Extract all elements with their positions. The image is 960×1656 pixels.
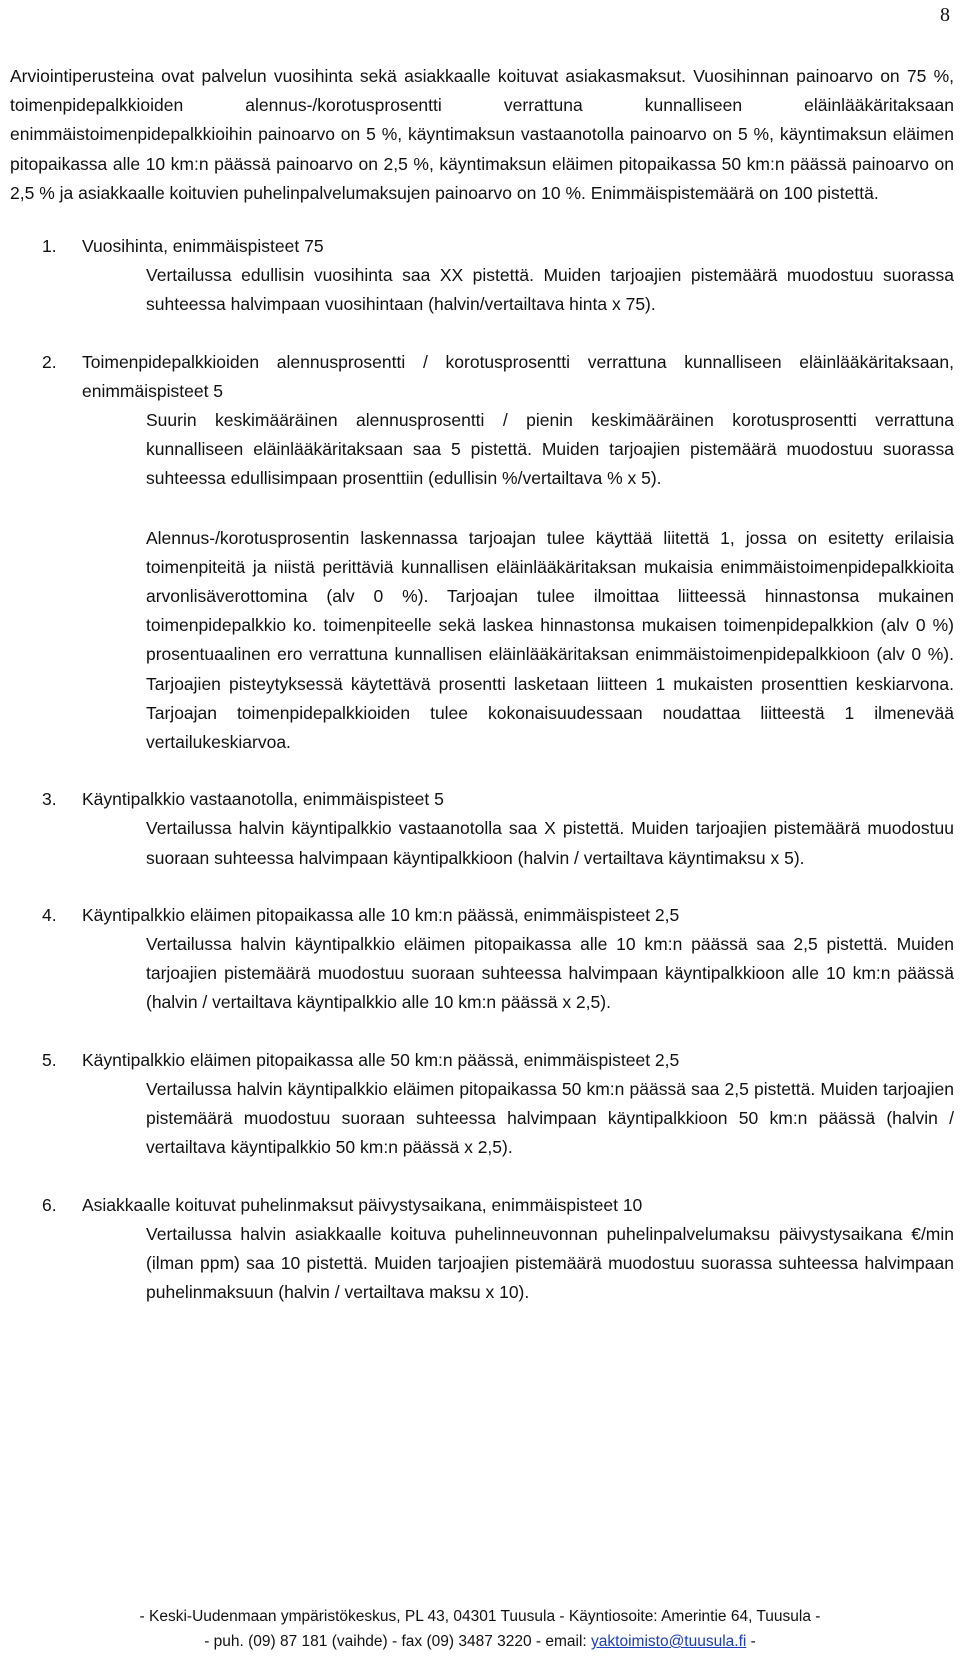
- criterion-4: [10, 901, 954, 1018]
- criterion-title: Asiakkaalle koituvat puhelinmaksut päivystysaikana, enimmäispisteet 10: [82, 1194, 643, 1215]
- criterion-title: Käyntipalkkio eläimen pitopaikassa alle 50 km:n päässä, enimmäispisteet 2,5: [82, 1049, 680, 1070]
- criterion-title: Käyntipalkkio vastaanotolla, enimmäispisteet 5: [82, 789, 444, 810]
- criterion-body: Vertailussa halvin käyntipalkkio eläimen pitopaikassa alle 10 km:n päässä saa 2,5 pistettä. Muiden tarjoajien pistemäärä muodostuu suoraan suhteessa halvimpaan käyntipalkkioon alle 10 km:n päässä (halvin / vertailtava käyntipalkkio alle 10 km:n päässä x 2,5).: [146, 934, 954, 1013]
- footer-suffix: -: [746, 1633, 756, 1650]
- footer-phone-fax: - puh. (09) 87 181 (vaihde) - fax (09) 3487 3220 - email:: [204, 1633, 592, 1650]
- criterion-body: Vertailussa edullisin vuosihinta saa XX pistettä. Muiden tarjoajien pistemäärä muodostuu suorassa suhteessa halvimpaan vuosihintaan (halvin/vertailtava hinta x 75).: [146, 265, 954, 315]
- document-body: [10, 62, 954, 1335]
- criterion-number: 1.: [42, 236, 57, 257]
- criterion-title: Toimenpidepalkkioiden alennusprosentti / korotusprosentti verrattuna kunnalliseen eläinlääkäritaksaan, enimmäispisteet 5: [82, 351, 954, 401]
- footer-contact: [0, 1629, 960, 1654]
- criterion-heading: [10, 232, 954, 261]
- criterion-body: Vertailussa halvin käyntipalkkio vastaanotolla saa X pistettä. Muiden tarjoajien pistemäärä muodostuu suoraan suhteessa halvimpaan käyntipalkkioon (halvin / vertailtava käyntimaksu x 5).: [146, 818, 954, 868]
- criterion-number: 4.: [42, 904, 57, 925]
- criterion-title: Vuosihinta, enimmäispisteet 75: [82, 236, 324, 257]
- footer-address: - Keski-Uudenmaan ympäristökeskus, PL 43, 04301 Tuusula - Käyntiosoite: Amerintie 64, Tuusula -: [139, 1608, 821, 1625]
- page-footer: [0, 1604, 960, 1654]
- criterion-5: [10, 1046, 954, 1163]
- criterion-body: Suurin keskimääräinen alennusprosentti / pienin keskimääräinen korotusprosentti verrattuna kunnalliseen eläinlääkäritaksaan saa 5 pistettä. Muiden tarjoajien pistemäärä muodostuu suorassa suhteessa edullisimpaan prosenttiin (edullisin %/vertailtava % x 5).: [146, 410, 954, 489]
- criterion-number: 2.: [42, 351, 57, 372]
- criterion-body: Vertailussa halvin käyntipalkkio eläimen pitopaikassa 50 km:n päässä saa 2,5 pistettä. Muiden tarjoajien pistemäärä muodostuu suoraan suhteessa halvimpaan käyntipalkkioon 50 km:n päässä (halvin / vertailtava käyntipalkkio 50 km:n päässä x 2,5).: [146, 1078, 954, 1158]
- criterion-heading: [10, 1191, 954, 1220]
- criterion-body: Vertailussa halvin asiakkaalle koituva puhelinneuvonnan puhelinpalvelumaksu päivystysaikana €/min (ilman ppm) saa 10 pistettä. Muiden tarjoajien pistemäärä muodostuu suorassa suhteessa halvimpaan puhelinmaksuun (halvin / vertailtava maksu x 10).: [146, 1223, 954, 1303]
- criterion-heading: [10, 1046, 954, 1075]
- intro-paragraph: Arviointiperusteina ovat palvelun vuosihinta sekä asiakkaalle koituvat asiakasmaksut. Vuosihinnan painoarvo on 75 %, toimenpidepalkkioiden alennus-/korotusprosentti verrattuna kunnalliseen eläinlääkäritaksaan enimmäistoimenpidepalkkioihin painoarvo on 5 %, käyntimaksun vastaanotolla painoarvo on 5 %, käyntimaksun eläimen pitopaikassa alle 10 km:n päässä painoarvo on 2,5 %, käyntimaksun eläimen pitopaikassa 50 km:n päässä painoarvo on 2,5 % ja asiakkaalle koituvien puhelinpalvelumaksujen painoarvo on 10 %. Enimmäispistemäärä on 100 pistettä.: [10, 66, 954, 203]
- footer-email-link[interactable]: yaktoimisto@tuusula.fi: [591, 1633, 747, 1650]
- criterion-heading: [10, 901, 954, 930]
- page-number: 8: [940, 4, 950, 26]
- criterion-number: 6.: [42, 1194, 57, 1215]
- criterion-6: [10, 1191, 954, 1308]
- criterion-number: 5.: [42, 1049, 57, 1070]
- criterion-number: 3.: [42, 789, 57, 810]
- criterion-2: [10, 348, 954, 758]
- criterion-1: [10, 232, 954, 320]
- criterion-title: Käyntipalkkio eläimen pitopaikassa alle 10 km:n päässä, enimmäispisteet 2,5: [82, 904, 680, 925]
- criterion-note: Alennus-/korotusprosentin laskennassa tarjoajan tulee käyttää liitettä 1, jossa on esitetty erilaisia toimenpiteitä ja niistä perittäviä kunnallisen eläinlääkäritaksan mukaisia enimmäistoimenpidepalkkioita arvonlisäverottomina (alv 0 %). Tarjoajan tulee ilmoittaa liitteessä hinnastonsa mukainen toimenpidepalkkio ko. toimenpiteelle sekä laskea hinnastonsa mukaisen toimenpidepalkkion (alv 0 %) prosentuaalinen ero verrattuna kunnallisen eläinlääkäritaksan enimmäistoimenpidepalkkioon (alv 0 %). Tarjoajien pisteytyksessä käytettävä prosentti lasketaan liitteen 1 mukaisten prosenttien keskiarvona. Tarjoajan toimenpidepalkkioiden tulee kokonaisuudessaan noudattaa liitteestä 1 ilmenevää vertailukeskiarvoa.: [146, 527, 954, 753]
- criterion-heading: [10, 348, 954, 406]
- criterion-heading: [10, 785, 954, 814]
- criterion-3: [10, 785, 954, 873]
